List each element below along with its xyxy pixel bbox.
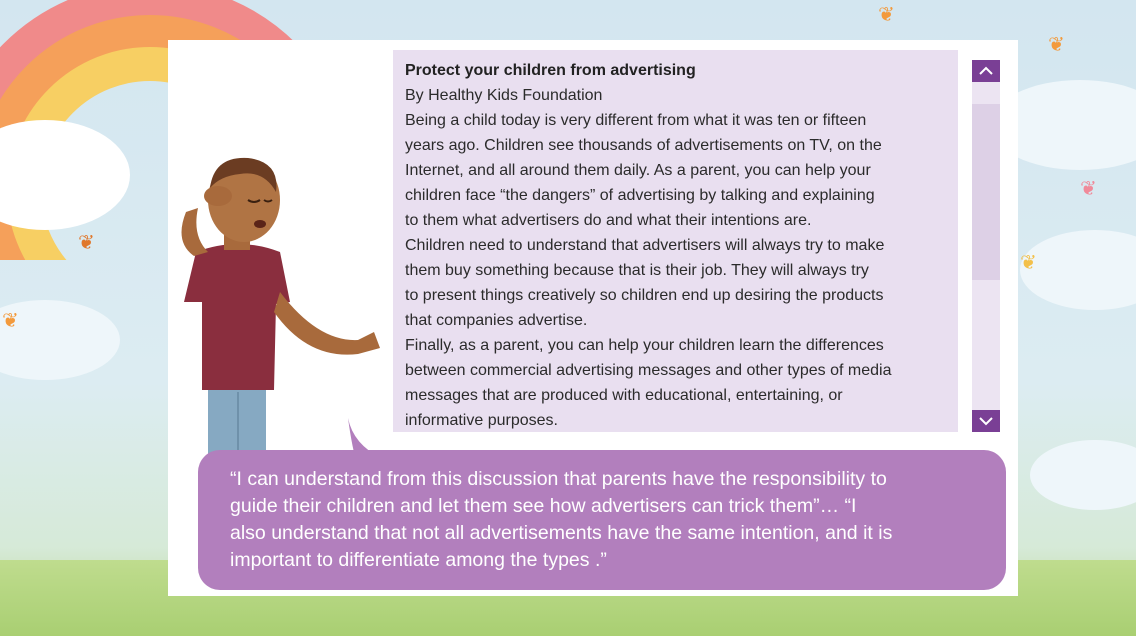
article-text-box[interactable] [393,50,958,432]
cloud-icon [1030,440,1136,510]
reading-panel [168,40,1018,596]
speech-bubble [198,450,1006,590]
article-line: them buy something because that is their job. They will always try [405,262,869,279]
article-line: years ago. Children see thousands of advertisements on TV, on the [405,137,882,154]
article-line: messages that are produced with educational, entertaining, or [405,387,843,404]
thinking-boy-illustration [168,152,398,462]
article-line: Finally, as a parent, you can help your children learn the differences [405,337,884,354]
speech-line: also understand that not all advertisements have the same intention, and it is [230,522,893,544]
scroll-up-button[interactable] [972,60,1000,82]
scroll-down-button[interactable] [972,410,1000,432]
speech-line: important to differentiate among the types .” [230,549,607,571]
speech-line: guide their children and let them see how advertisers can trick them”… “I [230,495,857,517]
article-line: Children need to understand that advertisers will always try to make [405,237,885,254]
butterfly-icon: ❦ [878,2,895,26]
butterfly-icon: ❦ [1080,176,1097,200]
article-line: children face “the dangers” of advertising by talking and explaining [405,187,875,204]
article-line: that companies advertise. [405,312,588,329]
article-line: between commercial advertising messages and other types of media [405,362,892,379]
article-scrollbar[interactable] [972,60,1000,432]
speech-line: “I can understand from this discussion that parents have the responsibility to [230,468,887,490]
article-line: informative purposes. [405,412,558,429]
chevron-up-icon [978,66,994,76]
article-title: Protect your children from advertising [405,62,696,79]
scroll-thumb[interactable] [972,104,1000,280]
butterfly-icon: ❦ [1048,32,1065,56]
article-line: to present things creatively so children end up desiring the products [405,287,884,304]
butterfly-icon: ❦ [2,308,19,332]
article-byline: By Healthy Kids Foundation [405,87,603,104]
chevron-down-icon [978,416,994,426]
butterfly-icon: ❦ [78,230,95,254]
butterfly-icon: ❦ [1020,250,1037,274]
article-line: to them what advertisers do and what their intentions are. [405,212,812,229]
article-line: Internet, and all around them daily. As a parent, you can help your [405,162,871,179]
cloud-icon [1020,230,1136,310]
article-line: Being a child today is very different from what it was ten or fifteen [405,112,867,129]
